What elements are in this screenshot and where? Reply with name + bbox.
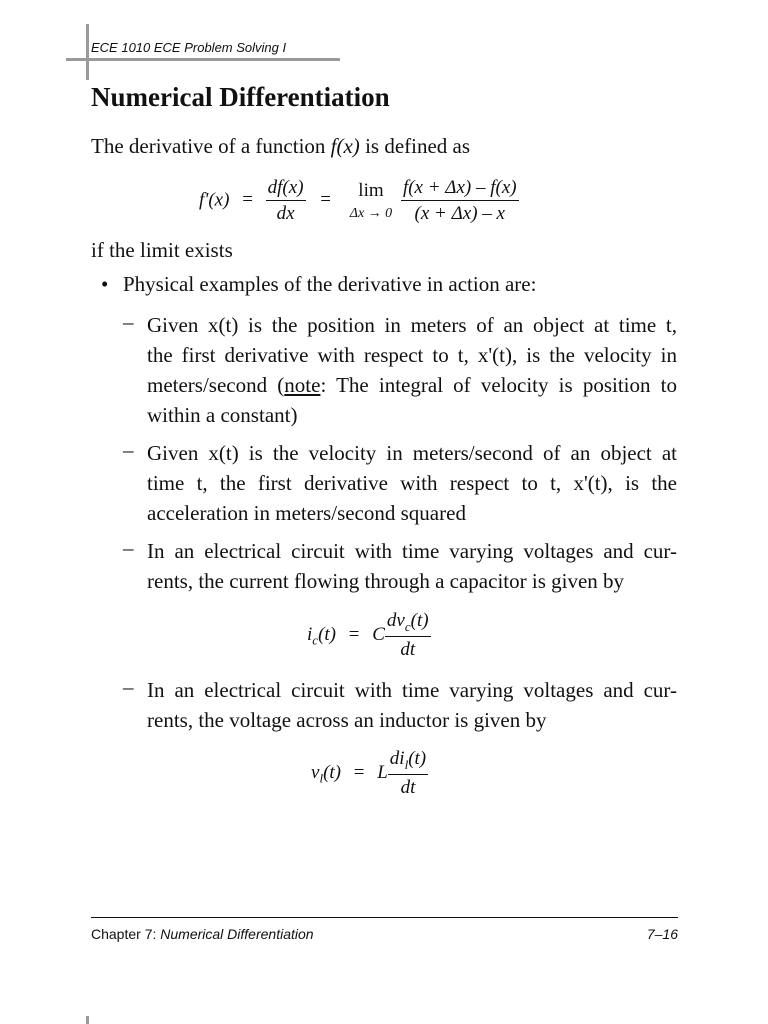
eq3-denominator: dt bbox=[400, 776, 416, 798]
bullet-text: Physical examples of the derivative in action are: bbox=[123, 272, 537, 296]
eq3-fraction bbox=[388, 748, 428, 799]
item1-line3 bbox=[147, 370, 677, 400]
eq2-fraction bbox=[385, 610, 431, 661]
item4-line2: rents, the voltage across an inductor is given by bbox=[147, 708, 547, 732]
note-text: : The integral of velocity is position to bbox=[320, 373, 677, 397]
limit-exists-text: if the limit exists bbox=[91, 238, 233, 262]
eq1-fraction-2 bbox=[401, 177, 519, 225]
list-item-position bbox=[147, 310, 677, 430]
page-title: Numerical Differentiation bbox=[91, 82, 390, 112]
eq2-equals: = bbox=[348, 623, 360, 645]
eq2-num-sub: c bbox=[404, 618, 411, 634]
intro-func: f(x) bbox=[330, 134, 360, 158]
eq3-numerator bbox=[388, 748, 428, 775]
item2-line1: Given x(t) is the velocity in meters/second of an object at bbox=[147, 441, 677, 465]
eq1-fraction-1 bbox=[266, 177, 306, 225]
crop-mark-bottom bbox=[86, 1016, 89, 1024]
bullet-symbol: • bbox=[101, 272, 109, 296]
eq2-lhs-var: i bbox=[307, 623, 313, 645]
list-item-inductor bbox=[147, 675, 677, 735]
eq1-frac2-denominator: (x + Δx) – x bbox=[414, 203, 505, 224]
intro-paragraph bbox=[91, 131, 470, 161]
dash-1: – bbox=[123, 310, 134, 334]
eq1-frac2-numerator: f(x + Δx) – f(x) bbox=[401, 177, 519, 201]
eq1-lim-label: lim bbox=[358, 180, 384, 201]
note-label: note bbox=[284, 373, 321, 397]
dash-2: – bbox=[123, 438, 134, 462]
running-header: ECE 1010 ECE Problem Solving I bbox=[91, 40, 287, 55]
eq1-limit bbox=[350, 180, 392, 222]
capacitor-equation bbox=[307, 610, 431, 661]
inductor-equation bbox=[311, 748, 428, 799]
intro-tail: is defined as bbox=[365, 134, 471, 158]
item4-line1: In an electrical circuit with time varying voltages and cur- bbox=[147, 678, 677, 702]
crop-mark-horizontal bbox=[66, 58, 340, 61]
item3-line1: In an electrical circuit with time varying voltages and cur- bbox=[147, 539, 677, 563]
eq1-lhs: f'(x) bbox=[199, 189, 230, 211]
eq2-num-arg: (t) bbox=[410, 610, 429, 631]
eq1-frac1-numerator: df(x) bbox=[266, 177, 306, 201]
eq2-lhs-sub: c bbox=[312, 632, 319, 648]
item1-line1: Given x(t) is the position in meters of an object at time t, bbox=[147, 313, 677, 337]
eq3-num-var: di bbox=[389, 748, 405, 769]
list-item-capacitor bbox=[147, 536, 677, 596]
eq3-num-sub: l bbox=[404, 756, 409, 772]
crop-mark-vertical bbox=[86, 24, 89, 80]
eq1-frac1-denominator: dx bbox=[276, 203, 295, 224]
eq3-num-arg: (t) bbox=[408, 748, 427, 769]
eq3-lhs-sub: l bbox=[319, 770, 324, 786]
item3-line2: rents, the current flowing through a capacitor is given by bbox=[147, 569, 625, 593]
footer-chapter bbox=[91, 926, 314, 942]
eq1-equals-2: = bbox=[320, 189, 331, 211]
eq1-equals: = bbox=[242, 189, 253, 211]
eq3-lhs-var: v bbox=[311, 761, 320, 783]
footer-chapter-prefix: Chapter 7: bbox=[91, 926, 161, 942]
eq2-numerator bbox=[385, 610, 431, 637]
dash-3: – bbox=[123, 536, 134, 560]
eq2-denominator: dt bbox=[400, 638, 416, 660]
list-item-velocity bbox=[147, 438, 677, 528]
item1-line4: within a constant) bbox=[147, 403, 298, 427]
eq3-lhs-arg: (t) bbox=[323, 761, 341, 783]
eq2-lhs-arg: (t) bbox=[318, 623, 336, 645]
eq3-coef: L bbox=[377, 761, 388, 783]
footer-rule bbox=[91, 917, 678, 918]
item2-line2: time t, the first derivative with respect to t, x'(t), is the bbox=[147, 471, 677, 495]
item2-line3: acceleration in meters/second squared bbox=[147, 501, 466, 525]
derivative-definition-equation bbox=[199, 177, 519, 225]
eq2-coef: C bbox=[372, 623, 385, 645]
eq1-lim-sub: Δx → 0 bbox=[349, 206, 393, 221]
dash-4: – bbox=[123, 675, 134, 699]
footer-chapter-title: Numerical Differentiation bbox=[160, 926, 314, 942]
item1-line3-text: meters/second ( bbox=[147, 373, 285, 397]
intro-text: The derivative of a function bbox=[91, 134, 326, 158]
footer-page-number: 7–16 bbox=[646, 926, 678, 942]
eq3-equals: = bbox=[353, 761, 365, 783]
eq2-num-var: dv bbox=[386, 610, 405, 631]
item1-line2: the first derivative with respect to t, x'(t), is the velocity in bbox=[147, 343, 677, 367]
